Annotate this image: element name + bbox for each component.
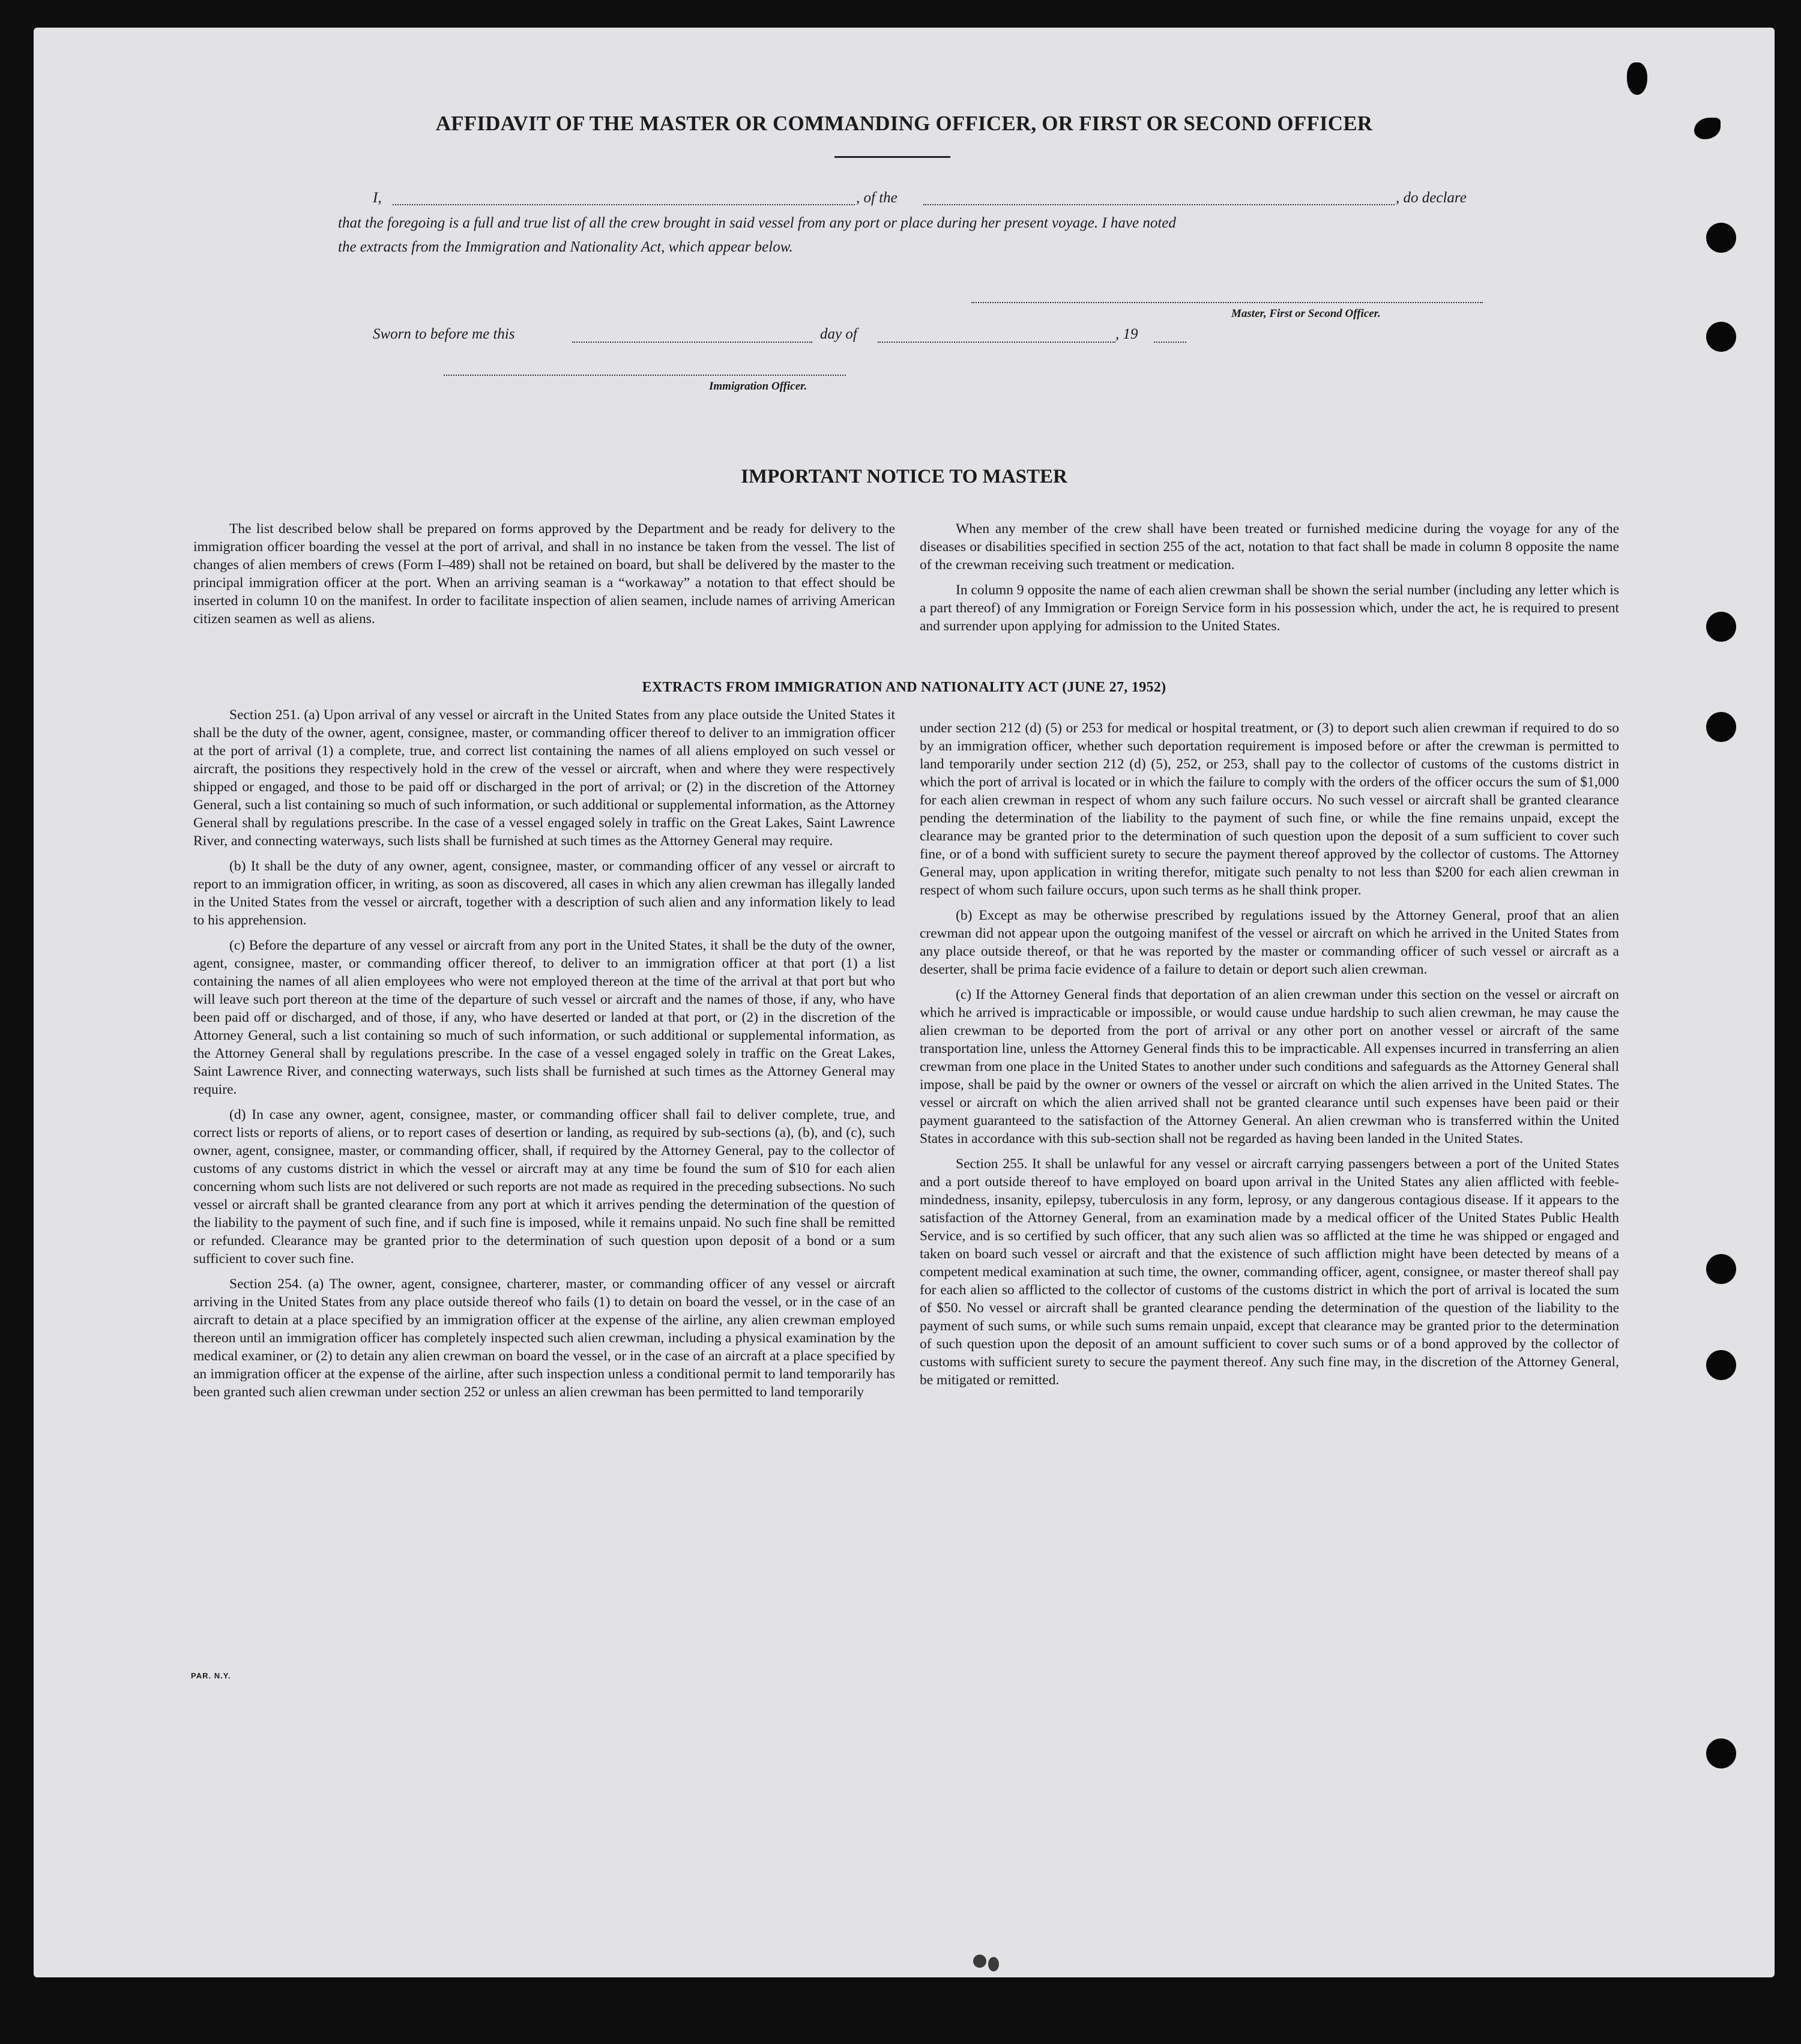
day-of-label: day of	[820, 326, 857, 342]
notice-title: IMPORTANT NOTICE TO MASTER	[741, 466, 1067, 487]
officer-caption: Immigration Officer.	[709, 380, 807, 393]
sworn-day-field[interactable]	[572, 341, 812, 343]
extract-paragraph: Section 255. It shall be unlawful for any vessel or aircraft carrying passengers between a port of the United States and a port outside thereof to have employed on board upon arrival in the United States any alien afflicted with feeble-mindedness, insanity, epilepsy, tuberculosis in any form, leprosy, or any dangerous contagious disease. If it appears to the satisfaction of the Attorney General, from an examination made by a medical officer of the United States Public Health Service, and is so certified by such officer, that any such alien was so afflicted at the time he was shipped or engaged and taken on board such vessel or aircraft and that the existence of such affliction might have been detected by means of a competent medical examination at such time, the owner, commanding officer, agent, consignee, or master thereof shall pay for each alien so afflicted to the collector of customs of the customs district in which the port of arrival is located the sum of $50. No vessel or aircraft shall be granted clearance pending the determination of the question of the liability to the payment of such sums, or while such sums remain unpaid, except that clearance may be granted prior to the determination of such question upon the deposit of an amount sufficient to cover such sums or of a bond approved by the collector of customs with sufficient surety to secure the payment thereof. Any such fine may, in the discretion of the Attorney General, be mitigated or remitted.	[920, 1156, 1619, 1388]
ink-blot-top	[1627, 62, 1647, 95]
smudge-mark	[988, 1957, 999, 1971]
title-underline	[834, 156, 950, 158]
declare-label: , do declare	[1396, 190, 1467, 206]
smudge-mark	[973, 1955, 986, 1968]
notice-left-column	[193, 520, 895, 635]
form-page	[34, 28, 1775, 1977]
extracts-left-column	[193, 706, 895, 1408]
declaration-text: the extracts from the Immigration and Nationality Act, which appear below.	[338, 239, 793, 255]
extract-paragraph: (c) If the Attorney General finds that deportation of an alien crewman under this section on the vessel or aircraft on which he arrived is impracticable or impossible, or would cause undue hardship to such alien crewman, he may cause the alien crewman to be deported from the port of arrival or any other port on another vessel or aircraft of the same transportation line, unless the Attorney General finds this to be impracticable. All expenses incurred in transferring an alien crewman from one place in the United States to another under such conditions and safeguards as the Attorney General shall impose, shall be paid by the owner or owners of the vessel or aircraft on which the alien arrived in the United States. The vessel or aircraft on which the alien arrived shall not be granted clearance until such expenses have been paid or their payment guaranteed to the satisfaction of the Attorney General. An alien crewman who is transferred within the United States in accordance with this sub-section shall not be regarded as having been landed in the United States.	[920, 987, 1619, 1147]
punch-hole	[1706, 1738, 1736, 1768]
punch-hole	[1706, 223, 1736, 253]
extracts-right-column	[920, 719, 1619, 1396]
notice-paragraph: When any member of the crew shall have been treated or furnished medicine during the voyage for any of the diseases or disabilities specified in section 255 of the act, notation to that fact shall be made in column 8 opposite the name of the crewman receiving such treatment or medication.	[920, 521, 1619, 573]
punch-hole	[1706, 1254, 1736, 1284]
extracts-title: EXTRACTS FROM IMMIGRATION AND NATIONALITY ACT (JUNE 27, 1952)	[642, 680, 1166, 695]
extract-paragraph: Section 254. (a) The owner, agent, consignee, charterer, master, or commanding officer of any vessel or aircraft arriving in the United States from any place outside thereof who fails (1) to detain on board the vessel, or in the case of an aircraft to detain at a place specified by an immigration officer at the expense of the airline, any alien crewman employed thereon until an immigration officer has completely inspected such alien crewman, including a physical examination by the medical examiner, or (2) to detain any alien crewman on board the vessel, or in the case of an aircraft at a place specified by an immigration officer at the expense of the airline, after such inspection unless a conditional permit to land temporarily has been granted such alien crewman under section 252 or unless an alien crewman has been permitted to land temporarily	[193, 1276, 895, 1400]
year-label: , 19	[1115, 326, 1138, 342]
affidavit-title: AFFIDAVIT OF THE MASTER OR COMMANDING OFFICER, OR FIRST OR SECOND OFFICER	[435, 112, 1373, 135]
declarant-name-field[interactable]	[393, 203, 855, 205]
extract-paragraph: Section 251. (a) Upon arrival of any vessel or aircraft in the United States from any place outside the United States it shall be the duty of the owner, agent, consignee, master, or commanding officer thereof to deliver to an immigration officer at the port of arrival (1) a complete, true, and correct list containing the names of all aliens employed on such vessel or aircraft, the positions they respectively hold in the crew of the vessel or aircraft, when and where they were respectively shipped or engaged, and those to be paid off or discharged in the port of arrival; or (2) in the discretion of the Attorney General, such a list containing so much of such information, or such additional or supplemental information, as the Attorney General shall by regulations prescribe. In the case of a vessel engaged solely in traffic on the Great Lakes, Saint Lawrence River, and connecting waterways, such lists shall be furnished at such times as the Attorney General may require.	[193, 707, 895, 849]
notice-paragraph: In column 9 opposite the name of each alien crewman shall be shown the serial number (including any letter which is a part thereof) of any Immigration or Foreign Service form in his possession which, under the act, he is required to present and surrender upon applying for admission to the United States.	[920, 582, 1619, 634]
printer-mark: PAR. N.Y.	[191, 1671, 231, 1680]
master-caption: Master, First or Second Officer.	[1231, 307, 1381, 320]
notice-right-column	[920, 520, 1619, 642]
punch-hole	[1706, 612, 1736, 642]
of-the-label: , of the	[856, 190, 897, 206]
officer-signature-field[interactable]	[444, 375, 846, 376]
vessel-name-field[interactable]	[923, 203, 1395, 205]
sworn-year-field[interactable]	[1154, 341, 1186, 343]
extract-paragraph: (b) Except as may be otherwise prescribed by regulations issued by the Attorney General, proof that an alien crewman did not appear upon the outgoing manifest of the vessel or aircraft on which he arrived in the United States from any place outside thereof, or that he was reported by the master or commanding officer of such vessel or aircraft as a deserter, shall be prima facie evidence of a failure to detain or deport such alien crewman.	[920, 908, 1619, 977]
extract-paragraph: under section 212 (d) (5) or 253 for medical or hospital treatment, or (3) to deport such alien crewman if required to do so by an immigration officer, whether such deportation requirement is imposed before or after the crewman is permitted to land temporarily under section 212 (d) (5), 252, or 253, shall pay to the collector of customs of the customs district in which the port of arrival is located or in which the failure to comply with the orders of the officer occurs the sum of $1,000 for each alien crewman in respect of whom any such failure occurs. No such vessel or aircraft shall be granted clearance pending the determination of the liability to the payment of such fine, or while the fine remains unpaid, except the clearance may be granted prior to the determination of such question upon the deposit of a sum sufficient to cover such fine, or of a bond with sufficient surety to secure the payment thereof approved by the collector of customs. The Attorney General may, upon application in writing therefor, mitigate such penalty to not less than $200 for each alien crewman in respect of whom such failure occurs, upon such terms as he shall think proper.	[920, 720, 1619, 898]
extract-paragraph: (c) Before the departure of any vessel or aircraft from any port in the United States, it shall be the duty of the owner, agent, consignee, master, or commanding officer thereof, to deliver to an immigration officer at that port (1) a list containing the names of all alien employees who were not employed thereon at the time of the arrival at that port but who will leave such port thereon at the time of the departure of such vessel or aircraft and the names of those, if any, who have been paid off or discharged, and of those, if any, who have deserted or landed at that port, or (2) in the discretion of the Attorney General, such a list containing so much of such information, or such additional or supplemental information, as the Attorney General shall by regulations prescribe. In the case of a vessel engaged solely in traffic on the Great Lakes, Saint Lawrence River, and connecting waterways, such lists shall be furnished at such times as the Attorney General may require.	[193, 938, 895, 1097]
punch-hole	[1706, 1350, 1736, 1380]
sworn-month-field[interactable]	[878, 341, 1115, 343]
master-signature-field[interactable]	[971, 302, 1483, 303]
extract-paragraph: (b) It shall be the duty of any owner, agent, consignee, master, or commanding officer of any vessel or aircraft to report to an immigration officer, in writing, as soon as discovered, all cases in which any alien crewman has illegally landed in the United States from the vessel or aircraft, together with a description of such alien and any information likely to lead to his apprehension.	[193, 858, 895, 928]
sworn-label: Sworn to before me this	[373, 326, 515, 342]
declaration-text: that the foregoing is a full and true list of all the crew brought in said vessel from any port or place during her present voyage. I have noted	[338, 215, 1176, 231]
punch-hole	[1706, 712, 1736, 742]
extract-paragraph: (d) In case any owner, agent, consignee, master, or commanding officer shall fail to deliver complete, true, and correct lists or reports of aliens, or to report cases of desertion or landing, as required by sub-sections (a), (b), and (c), such owner, agent, consignee, master, or commanding officer, shall, if required by the Attorney General, pay to the collector of customs of any customs district in which the vessel or aircraft may at any time be found the sum of $10 for each alien concerning whom such lists are not delivered or such reports are not made as required in the preceding subsections. No such vessel or aircraft shall be granted clearance from any port at which it arrives pending the determination of the question of the liability to the payment of such fine, and if such fine is imposed, while it remains unpaid. No such fine shall be remitted or refunded. Clearance may be granted prior to the determination of such question upon deposit of a bond or a sum sufficient to cover such fine.	[193, 1107, 895, 1267]
declarant-label: I,	[373, 190, 382, 206]
notice-paragraph: The list described below shall be prepared on forms approved by the Department and be ready for delivery to the immigration officer boarding the vessel at the port of arrival, and shall in no instance be taken from the vessel. The list of changes of alien members of crews (Form I–489) shall not be retained on board, but shall be delivered by the master to the principal immigration officer at the port. When an arriving seaman is a “workaway” a notation to that effect should be inserted in column 10 on the manifest. In order to facilitate inspection of alien seamen, include names of arriving American citizen seamen as well as aliens.	[193, 521, 895, 627]
punch-hole	[1706, 322, 1736, 352]
